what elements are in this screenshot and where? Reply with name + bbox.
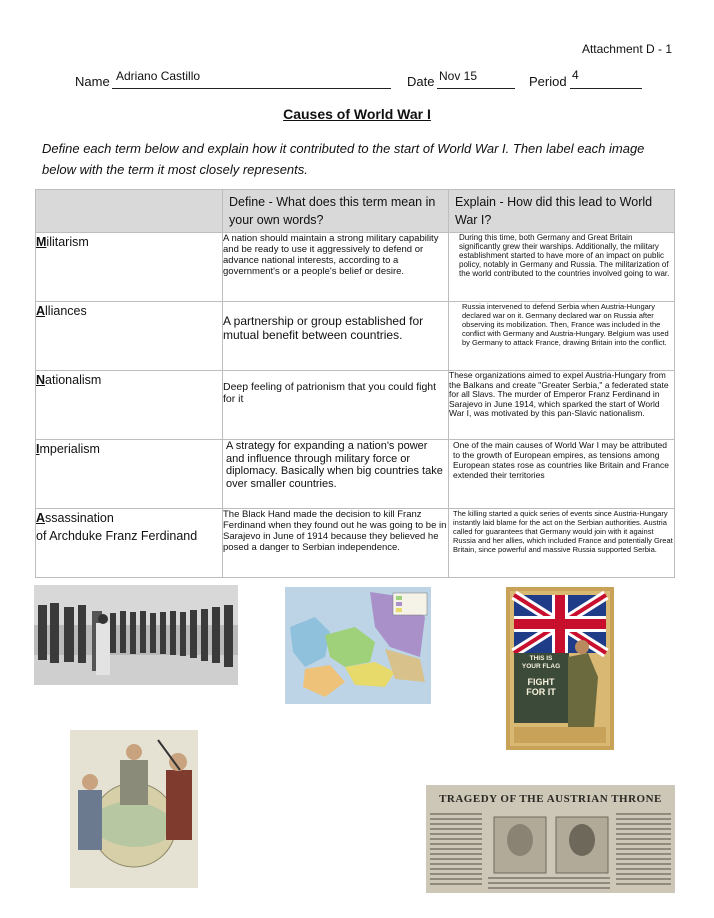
term-column-header (36, 190, 223, 233)
worksheet-title: Causes of World War I (283, 106, 431, 122)
period-label: Period (529, 74, 567, 89)
explain-column-header: Explain - How did this lead to World War I? (449, 190, 675, 233)
soldiers-parade-photo (34, 585, 238, 685)
imperialism-cartoon (70, 730, 198, 888)
instructions: Define each term below and explain how it contributed to the start of World War I. Then label each image below with the term it most closely represents. (42, 141, 645, 177)
explain-cell[interactable] (449, 302, 675, 371)
explain-cell[interactable] (449, 371, 675, 440)
explain-text: Russia intervened to defend Serbia when Austria-Hungary declared war on it. Germany declared war on Russia after observing its mobilization. Then, France was included in the conflict with Germany and Austria-Hungary. Belgium was used by Germany to attack France, drawing Britain into the conflict. (462, 302, 669, 347)
term-cell (36, 371, 223, 440)
recruitment-poster (506, 587, 614, 750)
term-initial: A (36, 304, 46, 318)
poster-text (516, 655, 566, 697)
date-label: Date (407, 74, 435, 89)
define-cell[interactable] (223, 302, 449, 371)
poster-line: YOUR FLAG (521, 663, 561, 670)
define-text: Deep feeling of patrionism that you could fight for it (223, 381, 437, 405)
define-text: A partnership or group established for mutual benefit between countries. (223, 314, 424, 342)
table-row (36, 440, 675, 509)
table-row (36, 233, 675, 302)
poster-line: FIGHT (527, 677, 555, 687)
attachment-label: Attachment D - 1 (581, 42, 672, 56)
define-cell[interactable] (223, 371, 449, 440)
term-text: mperialism (39, 442, 100, 456)
period-line (570, 72, 642, 89)
define-cell[interactable] (223, 509, 449, 578)
define-cell[interactable] (223, 233, 449, 302)
causes-table (35, 189, 675, 578)
table-row (36, 302, 675, 371)
explain-cell[interactable] (449, 233, 675, 302)
define-text: The Black Hand made the decision to kill Franz Ferdinand when they found out he was going to be in Sarajevo in June of 1914 because they believed he posed a danger to Serbian independence. (223, 509, 447, 553)
newspaper-headline: TRAGEDY OF THE AUSTRIAN THRONE (439, 793, 662, 805)
define-column-header: Define - What does this term mean in your own words? (223, 190, 449, 233)
term-text: lliances (45, 304, 87, 318)
term-text: ilitarism (46, 235, 89, 249)
explain-cell[interactable] (449, 440, 675, 509)
term-initial: A (36, 511, 46, 525)
europe-alliances-map (285, 587, 431, 704)
student-header (75, 68, 655, 90)
define-text: A nation should maintain a strong military capability and be ready to use it aggressively to defend or advance national interests, according to a government's or a people's belief or desire. (223, 233, 439, 277)
table-row (36, 509, 675, 578)
term-initial: I (36, 442, 40, 456)
term-initial: N (36, 373, 46, 387)
name-value: Adriano Castillo (116, 69, 201, 83)
define-cell[interactable] (223, 440, 449, 509)
newspaper-clipping (426, 785, 675, 893)
explain-text: These organizations aimed to expel Austria-Hungary from the Balkans and create "Greater Serbia," a federated state for all Slavs. The murder of Emperor Franz Ferdinand in Sarajevo in June 1914, which sparked the start of World War I, was motivated by this pan-Slavic nationalism. (449, 370, 669, 418)
term-cell (36, 233, 223, 302)
table-header-row (36, 190, 675, 233)
explain-text: During this time, both Germany and Great Britain significantly grew their warships. Additionally, the military establishment started to have more of an impact on public policy, notably in Germany and Russia. The militarization of the world contributed to the countries involved going to war. (459, 233, 670, 278)
explain-text: The killing started a quick series of events since Austria-Hungary instantly laid blame for the act on the Serbian authorities. Austria called for guarantees that Germany would join with it against Russia and her allies, which included France and potentially Great Britain, since powerful and massive Russia supported Serbia. (453, 509, 673, 554)
poster-line: FOR IT (526, 687, 556, 697)
define-text: A strategy for expanding a nation's power and influence through military force or diplomacy. Basically when big countries take over smaller countries. (226, 440, 443, 490)
term-text: ssassination (45, 511, 114, 525)
term-cell (36, 302, 223, 371)
term-text: ationalism (45, 373, 102, 387)
explain-cell[interactable] (449, 509, 675, 578)
term-text-continued: of Archduke Franz Ferdinand (36, 529, 198, 543)
date-value: Nov 15 (439, 69, 478, 83)
explain-text: One of the main causes of World War I may be attributed to the growth of European empires, as tensions among European states rose as countries like Britain and France extended their territories (453, 440, 669, 480)
poster-line: THIS IS (529, 655, 553, 662)
term-cell (36, 509, 223, 578)
name-label: Name (75, 74, 110, 89)
period-value: 4 (572, 68, 579, 82)
term-cell (36, 440, 223, 509)
table-row (36, 371, 675, 440)
term-initial: M (36, 235, 47, 249)
